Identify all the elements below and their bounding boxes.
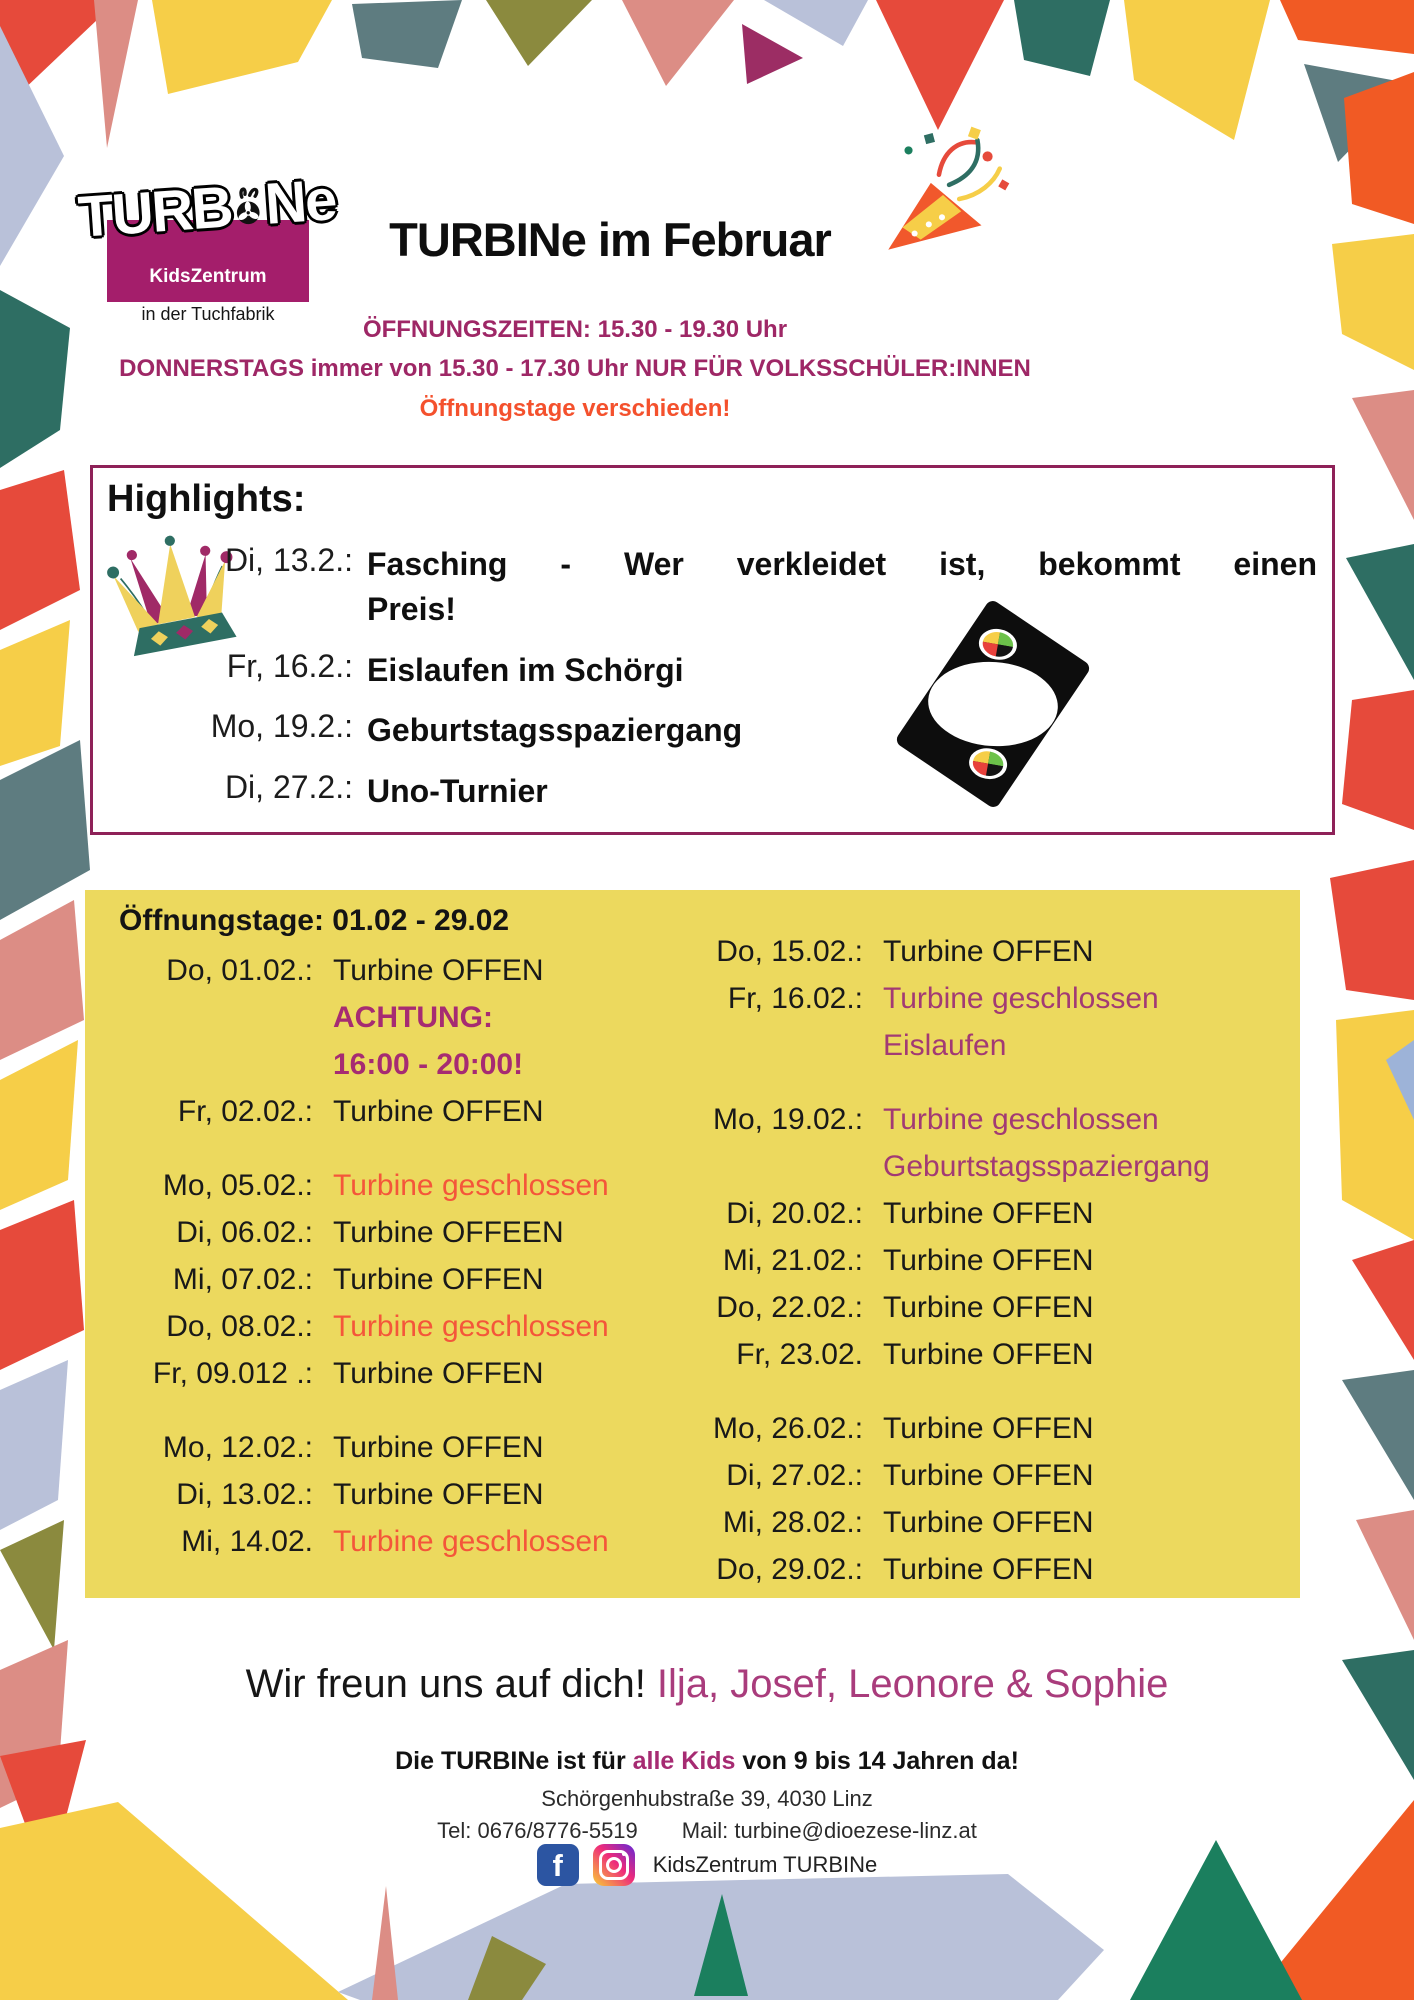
schedule-row: [113, 1518, 679, 1565]
phone-number[interactable]: Tel: 0676/8776-5519: [437, 1818, 638, 1843]
schedule-status: Turbine geschlossen: [333, 1169, 609, 1202]
schedule-date: Fr, 16.02.:: [727, 982, 863, 1015]
schedule-status: Turbine OFFEEN: [333, 1216, 564, 1249]
schedule-date: Do, 29.02.:: [716, 1553, 863, 1586]
schedule-column-left: [113, 904, 679, 1565]
schedule-date: Mi, 07.02.:: [172, 1263, 313, 1296]
contact-line: [0, 1818, 1414, 1844]
schedule-date: Do, 15.02.:: [716, 935, 863, 968]
schedule-row: [713, 1405, 1291, 1452]
schedule-status: Turbine geschlossen: [883, 1103, 1159, 1136]
schedule-date: Mo, 19.02.:: [713, 1103, 864, 1136]
highlight-item: [103, 648, 1321, 693]
schedule-date: Di, 20.02.:: [726, 1197, 863, 1230]
schedule-status: Turbine OFFEN: [883, 1459, 1094, 1492]
logo-subtitle-kidszentrum: KidsZentrum: [149, 266, 267, 287]
schedule-status: Turbine OFFEN: [333, 1478, 544, 1511]
highlight-item: [103, 708, 1321, 753]
highlight-text-line: Uno-Turnier: [367, 773, 548, 810]
schedule-date: [113, 994, 313, 1041]
age-info-prefix: Die TURBINe ist für: [395, 1747, 633, 1775]
schedule-row: [713, 1237, 1291, 1284]
schedule-date: Fr, 09.012 .:: [152, 1357, 313, 1390]
schedule-title: Öffnungstage: 01.02 - 29.02: [119, 904, 510, 937]
schedule-row: [113, 1162, 679, 1209]
schedule-rows-right: [713, 928, 1291, 1593]
highlight-date: Fr, 16.2.:: [226, 647, 353, 684]
schedule-status: Turbine OFFEN: [883, 1244, 1094, 1277]
schedule-panel: [85, 890, 1300, 1598]
schedule-row: [113, 1350, 679, 1397]
age-info-line: [0, 1747, 1414, 1776]
schedule-row: [713, 1022, 1291, 1069]
schedule-date: Di, 13.02.:: [176, 1478, 313, 1511]
schedule-row: [713, 1096, 1291, 1143]
schedule-row: [713, 1546, 1291, 1593]
schedule-status: ACHTUNG:: [333, 1001, 493, 1034]
age-info-highlight: alle Kids: [632, 1747, 736, 1775]
schedule-status: Turbine OFFEN: [883, 1338, 1094, 1371]
schedule-status: Turbine OFFEN: [883, 1506, 1094, 1539]
party-popper-icon: [868, 120, 1020, 272]
schedule-row: [713, 1331, 1291, 1378]
schedule-date: Fr, 23.02.: [736, 1338, 863, 1371]
highlight-text: [367, 648, 1321, 693]
schedule-date: Do, 22.02.:: [716, 1291, 863, 1324]
highlight-item: [103, 769, 1321, 814]
highlight-date: Mo, 19.2.:: [210, 708, 353, 745]
highlight-text-line: Preis!: [367, 590, 456, 627]
highlight-text-line: Eislaufen im Schörgi: [367, 651, 684, 688]
highlight-item: [103, 542, 1321, 632]
highlight-text: [367, 708, 1321, 753]
address-line: Schörgenhubstraße 39, 4030 Linz: [541, 1786, 873, 1811]
greeting-text: Wir freun uns auf dich!: [245, 1662, 646, 1706]
highlight-text-line: Fasching - Wer verkleidet ist, bekommt einen: [367, 546, 1317, 582]
schedule-row: [713, 1143, 1291, 1190]
schedule-status: Turbine OFFEN: [883, 1197, 1094, 1230]
schedule-row: [713, 1190, 1291, 1237]
schedule-rows-left: [113, 947, 679, 1565]
facebook-icon[interactable]: f: [537, 1844, 579, 1886]
turbine-logo: [76, 128, 338, 333]
highlight-date: Di, 13.2.:: [224, 542, 353, 578]
schedule-row: [113, 1424, 679, 1471]
schedule-status: 16:00 - 20:00!: [333, 1048, 524, 1081]
schedule-status: Turbine OFFEN: [883, 1553, 1094, 1586]
schedule-status: Eislaufen: [883, 1029, 1007, 1062]
schedule-column-right: [713, 928, 1291, 1593]
logo-word-left: TURB: [76, 174, 234, 250]
schedule-row: [713, 1452, 1291, 1499]
schedule-status: Geburtstagsspaziergang: [883, 1150, 1210, 1183]
social-row: [0, 1844, 1414, 1886]
schedule-date: Mi, 21.02.:: [722, 1244, 863, 1277]
schedule-date: Fr, 02.02.:: [177, 1095, 313, 1128]
schedule-date: [113, 1041, 313, 1088]
schedule-row: [713, 975, 1291, 1022]
schedule-status: Turbine geschlossen: [883, 982, 1159, 1015]
schedule-date: Mo, 05.02.:: [162, 1169, 313, 1202]
schedule-row: [113, 1041, 679, 1088]
page-title: TURBINe im Februar: [389, 213, 831, 266]
schedule-status: Turbine OFFEN: [333, 1431, 544, 1464]
schedule-row: [113, 1471, 679, 1518]
schedule-date: Di, 06.02.:: [176, 1216, 313, 1249]
schedule-status: Turbine OFFEN: [333, 1357, 544, 1390]
schedule-date: Mo, 26.02.:: [713, 1412, 864, 1445]
schedule-row: [713, 1499, 1291, 1546]
schedule-date: Mo, 12.02.:: [162, 1431, 313, 1464]
schedule-row: [713, 928, 1291, 975]
schedule-row: [113, 1209, 679, 1256]
schedule-status: Turbine geschlossen: [333, 1525, 609, 1558]
highlight-text: [367, 769, 1321, 814]
highlight-text-line: Geburtstagsspaziergang: [367, 712, 743, 749]
schedule-status: Turbine OFFEN: [333, 1263, 544, 1296]
schedule-status: Turbine OFFEN: [883, 935, 1094, 968]
schedule-date: Do, 01.02.:: [166, 954, 313, 987]
schedule-row: [113, 947, 679, 994]
schedule-status: Turbine OFFEN: [883, 1412, 1094, 1445]
schedule-row: [113, 1088, 679, 1135]
schedule-date: Do, 08.02.:: [166, 1310, 313, 1343]
highlights-list: [103, 542, 1321, 830]
instagram-icon[interactable]: [593, 1844, 635, 1886]
age-info-suffix: von 9 bis 14 Jahren da!: [735, 1747, 1019, 1775]
schedule-status: Turbine geschlossen: [333, 1310, 609, 1343]
email-address[interactable]: Mail: turbine@dioezese-linz.at: [681, 1818, 977, 1843]
highlight-date: Di, 27.2.:: [224, 769, 353, 806]
schedule-row: [113, 1303, 679, 1350]
schedule-date: Mi, 14.02.: [181, 1525, 313, 1558]
schedule-date: [713, 1143, 863, 1190]
schedule-row: [113, 1256, 679, 1303]
opening-hours-line: ÖFFNUNGSZEITEN: 15.30 - 19.30 Uhr: [362, 316, 788, 343]
thursday-hours-line: DONNERSTAGS immer von 15.30 - 17.30 Uhr NUR FÜR VOLKSSCHÜLER:INNEN: [119, 355, 1031, 382]
schedule-status: Turbine OFFEN: [883, 1291, 1094, 1324]
schedule-date: Di, 27.02.:: [726, 1459, 863, 1492]
highlight-text: [367, 542, 1321, 632]
team-names: Ilja, Josef, Leonore & Sophie: [645, 1662, 1169, 1706]
highlights-box: [90, 465, 1335, 835]
schedule-status: Turbine OFFEN: [333, 1095, 544, 1128]
opening-days-note: Öffnungstage verschieden!: [419, 395, 731, 422]
schedule-status: Turbine OFFEN: [333, 954, 544, 987]
highlights-title: Highlights:: [107, 478, 306, 520]
logo-subtitle-tuchfabrik: in der Tuchfabrik: [141, 304, 275, 324]
logo-word-right: Ne: [262, 167, 338, 237]
social-handle: KidsZentrum TURBINe: [652, 1852, 878, 1877]
schedule-row: [713, 1284, 1291, 1331]
schedule-date: Mi, 28.02.:: [722, 1506, 863, 1539]
schedule-row: [113, 994, 679, 1041]
greeting-line: [0, 1662, 1414, 1707]
schedule-date: [713, 1022, 863, 1069]
